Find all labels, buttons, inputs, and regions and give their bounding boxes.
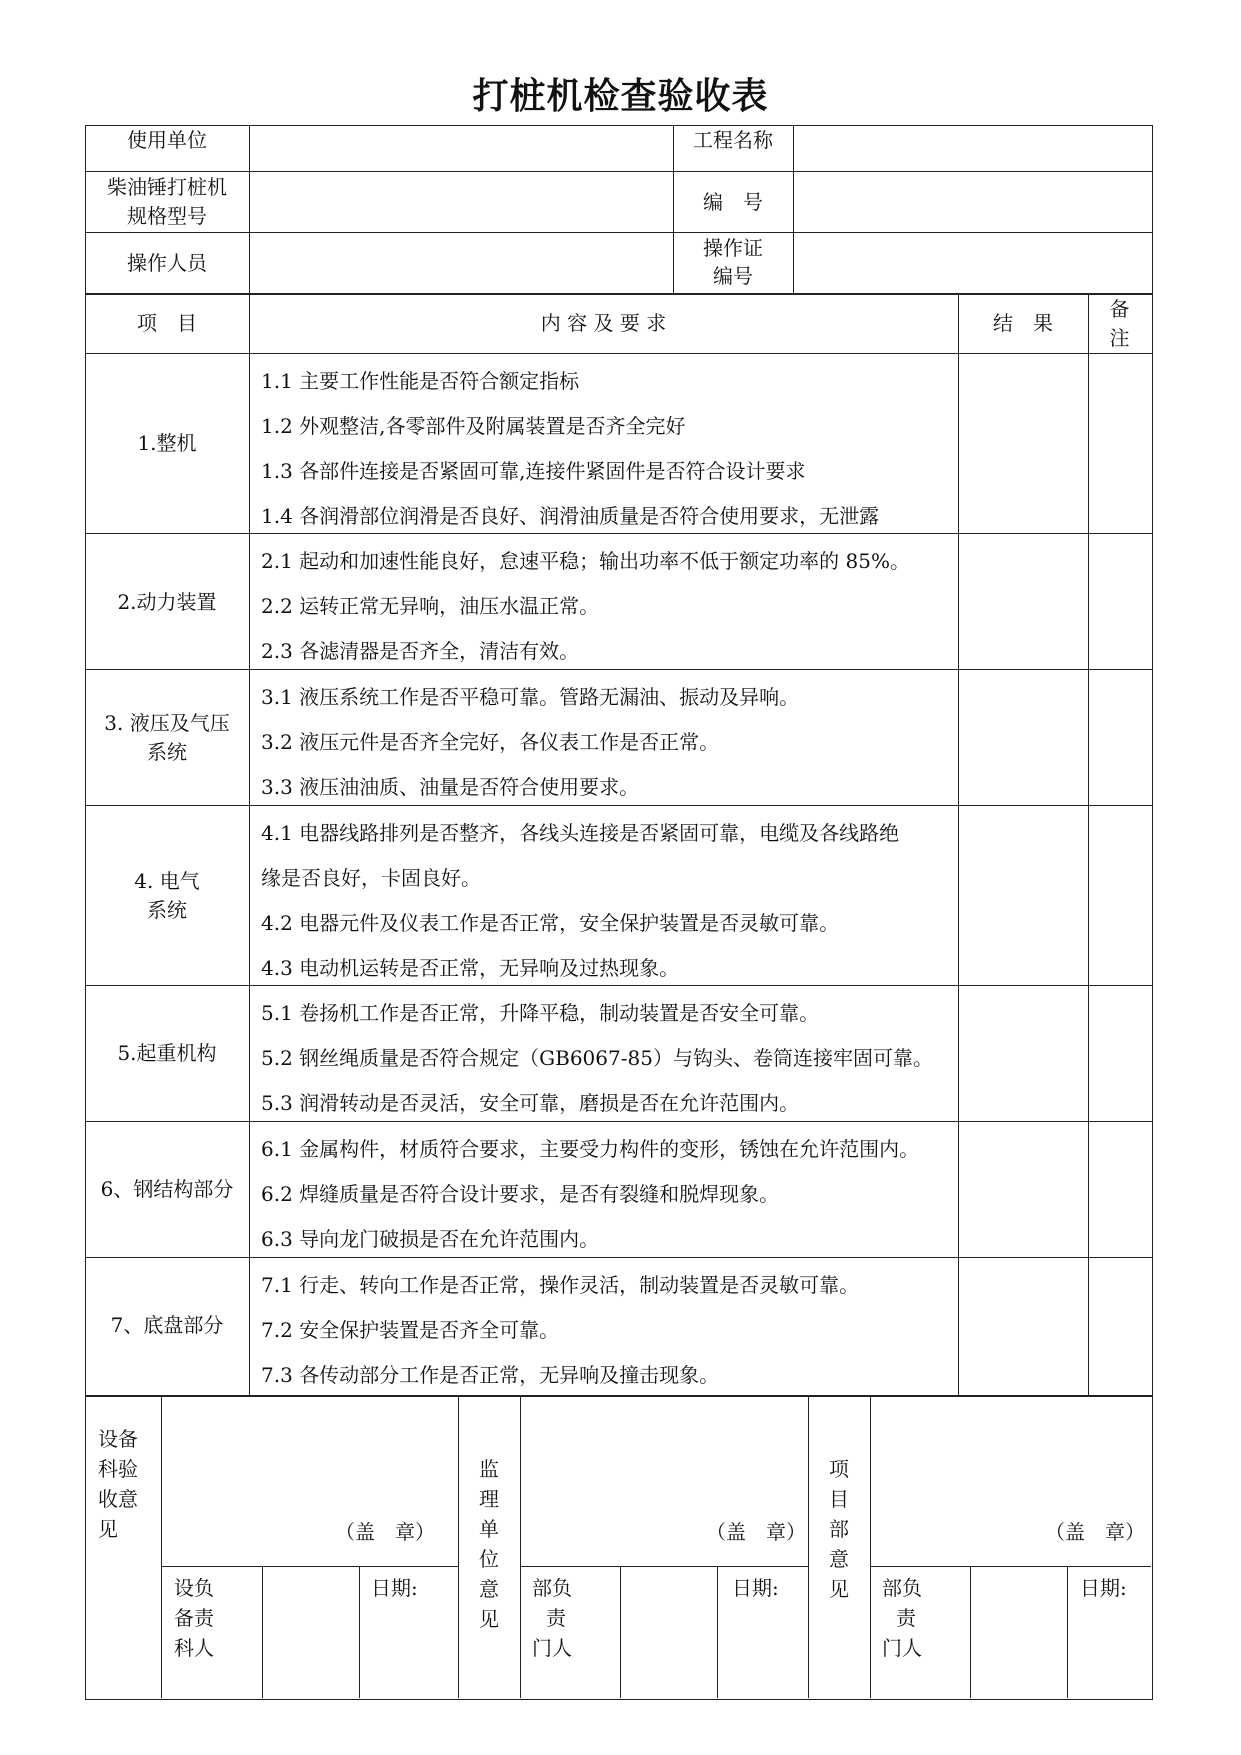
col-divider bbox=[249, 293, 250, 1395]
requirement-item: 1.3 各部件连接是否紧固可靠,连接件紧固件是否符合设计要求 bbox=[261, 459, 806, 483]
requirement-item: 1.2 外观整洁,各零部件及附属装置是否齐全完好 bbox=[261, 414, 686, 438]
model-label-line1: 柴油锤打桩机 bbox=[107, 175, 227, 199]
section-label: 4. 电气 bbox=[134, 869, 200, 893]
col-divider bbox=[359, 1566, 360, 1698]
requirement-item: 1.4 各润滑部位润滑是否良好、润滑油质量是否符合使用要求，无泄露 bbox=[261, 504, 880, 528]
page-title: 打桩机检查验收表 bbox=[472, 76, 769, 117]
dept3-person-line2: 责 bbox=[896, 1606, 916, 1630]
requirement-item: 6.3 导向龙门破损是否在允许范围内。 bbox=[261, 1227, 600, 1251]
dept1-person-line2: 备责 bbox=[174, 1606, 214, 1630]
row-divider bbox=[161, 1566, 458, 1567]
row-divider bbox=[85, 353, 1152, 354]
requirement-item: 2.3 各滤清器是否齐全，清洁有效。 bbox=[261, 639, 580, 663]
requirement-item: 1.1 主要工作性能是否符合额定指标 bbox=[261, 369, 580, 393]
row-divider bbox=[85, 669, 1152, 670]
col-divider bbox=[970, 1566, 971, 1698]
requirement-item: 5.2 钢丝绳质量是否符合规定（GB6067-85）与钩头、卷筒连接牢固可靠。 bbox=[261, 1046, 933, 1070]
row-divider bbox=[85, 232, 1152, 233]
requirement-item: 6.2 焊缝质量是否符合设计要求，是否有裂缝和脱焊现象。 bbox=[261, 1182, 780, 1206]
dept1-person-line3: 科人 bbox=[174, 1636, 214, 1660]
requirement-item: 7.3 各传动部分工作是否正常，无异响及撞击现象。 bbox=[261, 1363, 720, 1387]
section-label: 1.整机 bbox=[137, 431, 197, 455]
col-header-result: 结 果 bbox=[993, 311, 1053, 335]
section-label: 7、底盘部分 bbox=[110, 1313, 224, 1337]
col-divider bbox=[520, 1395, 521, 1698]
number-label: 编 号 bbox=[703, 190, 763, 214]
dept2-date-label: 日期: bbox=[732, 1576, 779, 1600]
col-divider bbox=[717, 1566, 718, 1698]
col-divider bbox=[161, 1395, 162, 1698]
row-divider bbox=[520, 1566, 808, 1567]
dept3-label: 项目部意见 bbox=[829, 1457, 849, 1601]
requirement-item: 缘是否良好，卡固良好。 bbox=[261, 866, 481, 890]
dept2-seal: （盖 章） bbox=[706, 1520, 806, 1544]
col-divider bbox=[870, 1395, 871, 1698]
operator-label: 操作人员 bbox=[127, 251, 207, 275]
requirement-item: 3.3 液压油油质、油量是否符合使用要求。 bbox=[261, 775, 640, 799]
row-divider bbox=[85, 1121, 1152, 1122]
user-unit-label: 使用单位 bbox=[127, 128, 207, 152]
col-header-item: 项 目 bbox=[137, 311, 197, 335]
requirement-item: 6.1 金属构件，材质符合要求，主要受力构件的变形，锈蚀在允许范围内。 bbox=[261, 1137, 920, 1161]
requirement-item: 3.2 液压元件是否齐全完好，各仪表工作是否正常。 bbox=[261, 730, 720, 754]
dept1-date-label: 日期: bbox=[371, 1576, 418, 1600]
col-divider bbox=[1088, 293, 1089, 1395]
cert-label-line2: 编号 bbox=[713, 264, 753, 288]
section-label: 2.动力装置 bbox=[117, 590, 217, 614]
signoff-table bbox=[85, 1395, 1153, 1700]
row-divider bbox=[85, 985, 1152, 986]
col-header-remark-line2: 注 bbox=[1109, 326, 1130, 350]
dept3-seal: （盖 章） bbox=[1045, 1520, 1145, 1544]
section-label-line2: 系统 bbox=[147, 740, 187, 764]
row-divider bbox=[870, 1566, 1151, 1567]
project-name-label: 工程名称 bbox=[693, 128, 773, 152]
cert-label-line1: 操作证 bbox=[703, 236, 763, 260]
requirement-item: 4.2 电器元件及仪表工作是否正常，安全保护装置是否灵敏可靠。 bbox=[261, 911, 840, 935]
model-label-line2: 规格型号 bbox=[127, 204, 207, 228]
col-divider bbox=[620, 1566, 621, 1698]
dept2-person-line1: 部负 bbox=[532, 1576, 572, 1600]
col-divider bbox=[1067, 1566, 1068, 1698]
dept1-label: 设备科验收意见 bbox=[98, 1427, 138, 1541]
requirement-item: 7.2 安全保护装置是否齐全可靠。 bbox=[261, 1318, 560, 1342]
col-divider bbox=[808, 1395, 809, 1698]
dept3-person-line1: 部负 bbox=[882, 1576, 922, 1600]
col-divider bbox=[249, 125, 250, 293]
row-divider bbox=[85, 1257, 1152, 1258]
section-label: 6、钢结构部分 bbox=[100, 1177, 234, 1201]
col-header-remark-line1: 备 bbox=[1109, 297, 1130, 321]
dept3-person-line3: 门人 bbox=[882, 1636, 922, 1660]
col-divider bbox=[458, 1395, 459, 1698]
requirement-item: 7.1 行走、转向工作是否正常，操作灵活，制动装置是否灵敏可靠。 bbox=[261, 1273, 860, 1297]
dept1-person-line1: 设负 bbox=[174, 1576, 214, 1600]
row-divider bbox=[85, 805, 1152, 806]
section-label-line2: 系统 bbox=[147, 898, 187, 922]
col-divider bbox=[262, 1566, 263, 1698]
requirement-item: 3.1 液压系统工作是否平稳可靠。管路无漏油、振动及异响。 bbox=[261, 685, 800, 709]
dept3-date-label: 日期: bbox=[1080, 1576, 1127, 1600]
dept1-seal: （盖 章） bbox=[335, 1520, 435, 1544]
dept2-person-line3: 门人 bbox=[532, 1636, 572, 1660]
dept2-label: 监理单位意见 bbox=[479, 1457, 499, 1631]
row-divider bbox=[85, 533, 1152, 534]
col-divider bbox=[793, 125, 794, 293]
section-label: 5.起重机构 bbox=[117, 1041, 217, 1065]
section-label: 3. 液压及气压 bbox=[104, 711, 230, 735]
requirement-item: 5.3 润滑转动是否灵活，安全可靠，磨损是否在允许范围内。 bbox=[261, 1091, 800, 1115]
col-header-content: 内 容 及 要 求 bbox=[540, 311, 667, 335]
col-divider bbox=[958, 293, 959, 1395]
requirement-item: 5.1 卷扬机工作是否正常，升降平稳，制动装置是否安全可靠。 bbox=[261, 1001, 820, 1025]
requirement-item: 2.1 起动和加速性能良好，怠速平稳；输出功率不低于额定功率的 85%。 bbox=[261, 549, 910, 573]
requirement-item: 2.2 运转正常无异响，油压水温正常。 bbox=[261, 594, 600, 618]
dept2-person-line2: 责 bbox=[546, 1606, 566, 1630]
row-divider bbox=[85, 171, 1152, 172]
requirement-item: 4.3 电动机运转是否正常，无异响及过热现象。 bbox=[261, 956, 680, 980]
requirement-item: 4.1 电器线路排列是否整齐，各线头连接是否紧固可靠，电缆及各线路绝 bbox=[261, 821, 900, 845]
